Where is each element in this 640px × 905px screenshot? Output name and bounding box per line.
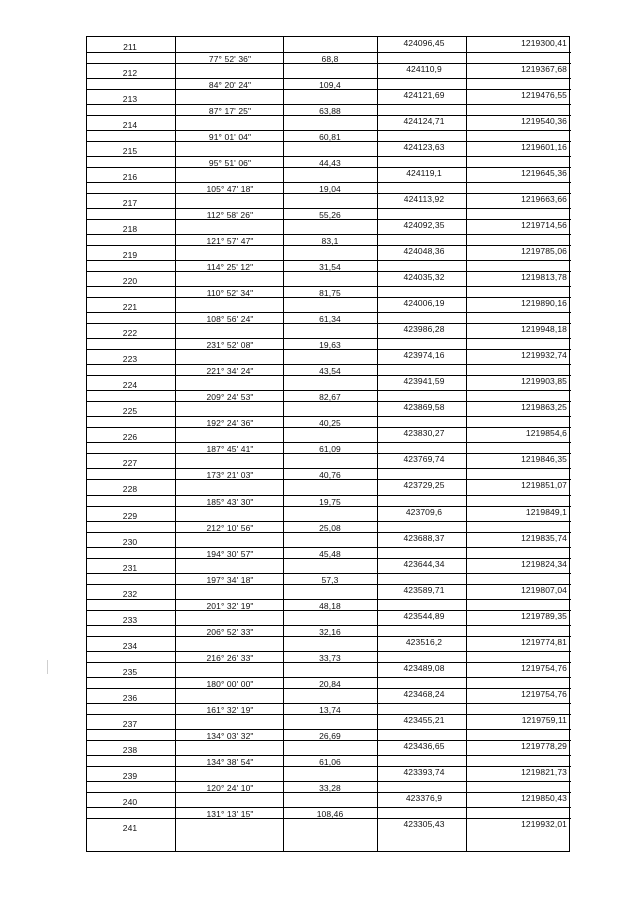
coordinate-x: 424096,45: [403, 38, 445, 48]
point-number: 225: [122, 406, 138, 417]
coordinate-y: 1219821,73: [521, 766, 567, 777]
segment-length: 32,16: [319, 626, 341, 637]
point-number: 221: [122, 302, 138, 313]
direction-angle: 231° 52' 08": [206, 340, 254, 351]
row-divider: [87, 495, 571, 496]
point-number: 215: [122, 146, 138, 157]
row-divider: [87, 599, 571, 600]
direction-angle: 131° 13' 15": [206, 808, 254, 819]
coordinate-x: 423986,28: [403, 324, 445, 335]
row-divider: [87, 182, 571, 183]
coordinate-x: 424006,19: [403, 298, 445, 309]
segment-length: 82,67: [319, 392, 341, 403]
point-number: 219: [122, 250, 138, 261]
row-divider: [87, 104, 571, 105]
segment-length: 61,09: [319, 444, 341, 455]
coordinate-x: 423516,2: [405, 636, 443, 647]
coordinate-y: 1219863,25: [521, 402, 567, 413]
segment-length: 33,73: [319, 652, 341, 663]
segment-length: 43,54: [319, 366, 341, 377]
direction-angle: 134° 03' 32": [206, 730, 254, 741]
segment-length: 68,8: [321, 54, 339, 64]
row-divider: [87, 468, 571, 469]
direction-angle: 192° 24' 36": [206, 418, 254, 429]
segment-length: 57,3: [321, 574, 339, 585]
point-number: 224: [122, 380, 138, 391]
point-number: 230: [122, 536, 138, 547]
segment-length: 31,54: [319, 262, 341, 273]
coordinate-y: 1219850,43: [521, 792, 567, 803]
row-divider: [87, 442, 571, 443]
coordinate-x: 423468,24: [403, 688, 445, 699]
coordinate-y: 1219849,1: [525, 506, 567, 517]
direction-angle: 91° 01' 04": [208, 132, 252, 143]
row-divider: [87, 78, 571, 79]
point-number: 218: [122, 224, 138, 235]
segment-length: 48,18: [319, 600, 341, 611]
direction-angle: 120° 24' 10": [206, 782, 254, 793]
direction-angle: 209° 24' 53": [206, 392, 254, 403]
coordinate-y: 1219714,56: [521, 220, 567, 231]
point-number: 220: [122, 276, 138, 287]
point-number: 238: [122, 744, 138, 755]
row-divider: [87, 390, 571, 391]
direction-angle: 212° 10' 56": [206, 522, 254, 533]
coordinate-x: 424123,63: [403, 142, 445, 153]
segment-length: 40,76: [319, 470, 341, 481]
point-number: 213: [122, 94, 138, 105]
row-divider: [87, 573, 571, 574]
point-number: 233: [122, 614, 138, 625]
segment-length: 61,34: [319, 314, 341, 325]
segment-length: 26,69: [319, 730, 341, 741]
coordinate-y: 1219851,07: [521, 480, 567, 491]
point-number: 234: [122, 640, 138, 651]
coordinate-x: 423544,89: [403, 610, 445, 621]
coordinate-y: 1219903,85: [521, 376, 567, 387]
coordinate-y: 1219785,06: [521, 246, 567, 257]
coordinate-y: 1219854,6: [525, 428, 567, 439]
coordinate-y: 1219789,35: [521, 610, 567, 621]
segment-length: 13,74: [319, 704, 341, 715]
point-number: 223: [122, 354, 138, 365]
segment-length: 81,75: [319, 288, 341, 299]
row-divider: [87, 312, 571, 313]
segment-length: 83,1: [321, 236, 339, 247]
coordinate-x: 423436,65: [403, 740, 445, 751]
direction-angle: 121° 57' 47": [206, 236, 254, 247]
point-number: 214: [122, 120, 138, 131]
direction-angle: 110° 52' 34": [206, 288, 254, 299]
row-divider: [87, 729, 571, 730]
coordinate-y: 1219754,76: [521, 688, 567, 699]
point-number: 240: [122, 796, 138, 807]
segment-length: 40,25: [319, 418, 341, 429]
segment-length: 25,08: [319, 522, 341, 533]
point-number: 226: [122, 432, 138, 443]
direction-angle: 187° 45' 41": [206, 444, 254, 455]
direction-angle: 216° 26' 33": [206, 652, 254, 663]
coordinate-x: 424119,1: [406, 168, 442, 179]
coordinate-y: 1219846,35: [521, 454, 567, 465]
coordinate-y: 1219807,04: [521, 584, 567, 595]
coordinate-x: 424113,92: [403, 194, 445, 205]
row-divider: [87, 416, 571, 417]
point-number: 212: [122, 68, 138, 79]
coordinate-y: 1219645,36: [521, 168, 567, 179]
direction-angle: 197° 34' 18": [206, 574, 254, 585]
row-divider: [87, 781, 571, 782]
coordinate-x: 423974,16: [403, 350, 445, 361]
segment-length: 63,88: [319, 106, 341, 117]
coordinate-x: 423869,58: [403, 402, 445, 413]
point-number: 217: [122, 198, 138, 209]
direction-angle: 87° 17' 25": [208, 106, 252, 117]
direction-angle: 84° 20' 24": [208, 80, 252, 91]
point-number: 237: [122, 718, 138, 729]
coordinate-y: 1219367,68: [521, 64, 567, 75]
coordinate-x: 423489,08: [403, 662, 445, 673]
row-divider: [87, 338, 571, 339]
coordinate-y: 1219774,81: [521, 636, 567, 647]
row-divider: [87, 807, 571, 808]
direction-angle: 108° 56' 24": [206, 314, 254, 325]
segment-length: 45,48: [319, 548, 341, 559]
coordinate-x: 424092,35: [403, 220, 445, 231]
row-divider: [87, 651, 571, 652]
coordinates-table: [86, 36, 570, 852]
coordinate-x: 423709,6: [405, 506, 443, 517]
row-divider: [87, 52, 571, 53]
direction-angle: 180° 00' 00": [206, 678, 254, 689]
direction-angle: 114° 25' 12": [206, 262, 254, 273]
scan-mark: [47, 660, 48, 674]
row-divider: [87, 364, 571, 365]
point-number: 227: [122, 458, 138, 469]
row-divider: [87, 234, 571, 235]
coordinate-y: 1219932,01: [521, 818, 567, 829]
coordinate-y: 1219540,36: [521, 116, 567, 127]
direction-angle: 185° 43' 30": [206, 496, 254, 507]
direction-angle: 134° 38' 54": [206, 756, 254, 767]
segment-length: 108,46: [316, 808, 344, 819]
segment-length: 109,4: [319, 80, 341, 91]
direction-angle: 194° 30' 57": [206, 548, 254, 559]
coordinate-x: 424048,36: [403, 246, 445, 257]
segment-length: 33,28: [319, 782, 341, 793]
point-number: 241: [122, 822, 138, 833]
row-divider: [87, 677, 571, 678]
direction-angle: 161° 32' 19": [206, 704, 254, 715]
point-number: 211: [123, 42, 137, 52]
segment-length: 44,43: [319, 158, 341, 169]
direction-angle: 201° 32' 19": [206, 600, 254, 611]
coordinate-y: 1219476,55: [521, 90, 567, 101]
direction-angle: 221° 34' 24": [206, 366, 254, 377]
coordinate-y: 1219948,18: [521, 324, 567, 335]
coordinate-y: 1219932,74: [521, 350, 567, 361]
coordinate-x: 423688,37: [403, 532, 445, 543]
coordinate-y: 1219813,78: [521, 272, 567, 283]
segment-length: 19,04: [319, 184, 341, 195]
row-divider: [87, 521, 571, 522]
point-number: 236: [122, 692, 138, 703]
coordinate-x: 424035,32: [403, 272, 445, 283]
point-number: 228: [122, 484, 138, 495]
coordinate-x: 423729,25: [403, 480, 445, 491]
coordinate-x: 423644,34: [403, 558, 445, 569]
coordinate-x: 423376,9: [405, 792, 443, 803]
coordinate-y: 1219300,41: [521, 38, 567, 48]
coordinate-y: 1219759,11: [521, 714, 567, 725]
row-divider: [87, 260, 571, 261]
coordinate-y: 1219824,34: [521, 558, 567, 569]
segment-length: 55,26: [319, 210, 341, 221]
coordinate-x: 423769,74: [403, 454, 445, 465]
point-number: 231: [122, 562, 138, 573]
row-divider: [87, 625, 571, 626]
coordinate-x: 423830,27: [403, 428, 445, 439]
coordinate-x: 423305,43: [403, 818, 445, 829]
direction-angle: 95° 51' 06": [208, 158, 252, 169]
coordinate-y: 1219601,16: [521, 142, 567, 153]
row-divider: [87, 156, 571, 157]
coordinate-x: 423455,21: [403, 714, 445, 725]
row-divider: [87, 703, 571, 704]
coordinate-x: 424110,9: [406, 64, 442, 75]
coordinate-x: 424124,71: [403, 116, 445, 127]
direction-angle: 105° 47' 18": [206, 184, 254, 195]
segment-length: 19,63: [319, 340, 341, 351]
row-divider: [87, 755, 571, 756]
coordinate-y: 1219754,76: [521, 662, 567, 673]
coordinate-x: 423941,59: [403, 376, 445, 387]
segment-length: 19,75: [319, 496, 341, 507]
coordinate-y: 1219663,66: [521, 194, 567, 205]
segment-length: 20,84: [319, 678, 341, 689]
point-number: 235: [122, 666, 138, 677]
point-number: 232: [122, 588, 138, 599]
row-divider: [87, 208, 571, 209]
row-divider: [87, 547, 571, 548]
point-number: 239: [122, 770, 138, 781]
coordinate-x: 423393,74: [403, 766, 445, 777]
direction-angle: 206° 52' 33": [206, 626, 254, 637]
row-divider: [87, 130, 571, 131]
coordinate-y: 1219890,16: [521, 298, 567, 309]
row-divider: [87, 286, 571, 287]
direction-angle: 112° 58' 26": [206, 210, 254, 221]
coordinate-x: 423589,71: [403, 584, 445, 595]
coordinate-y: 1219778,29: [521, 740, 567, 751]
segment-length: 61,06: [319, 756, 341, 767]
coordinate-y: 1219835,74: [521, 532, 567, 543]
point-number: 229: [122, 510, 138, 521]
coordinate-x: 424121,69: [403, 90, 445, 101]
direction-angle: 77° 52' 36": [208, 54, 252, 64]
point-number: 222: [122, 328, 138, 339]
point-number: 216: [122, 172, 138, 183]
direction-angle: 173° 21' 03": [206, 470, 254, 481]
segment-length: 60,81: [319, 132, 341, 143]
